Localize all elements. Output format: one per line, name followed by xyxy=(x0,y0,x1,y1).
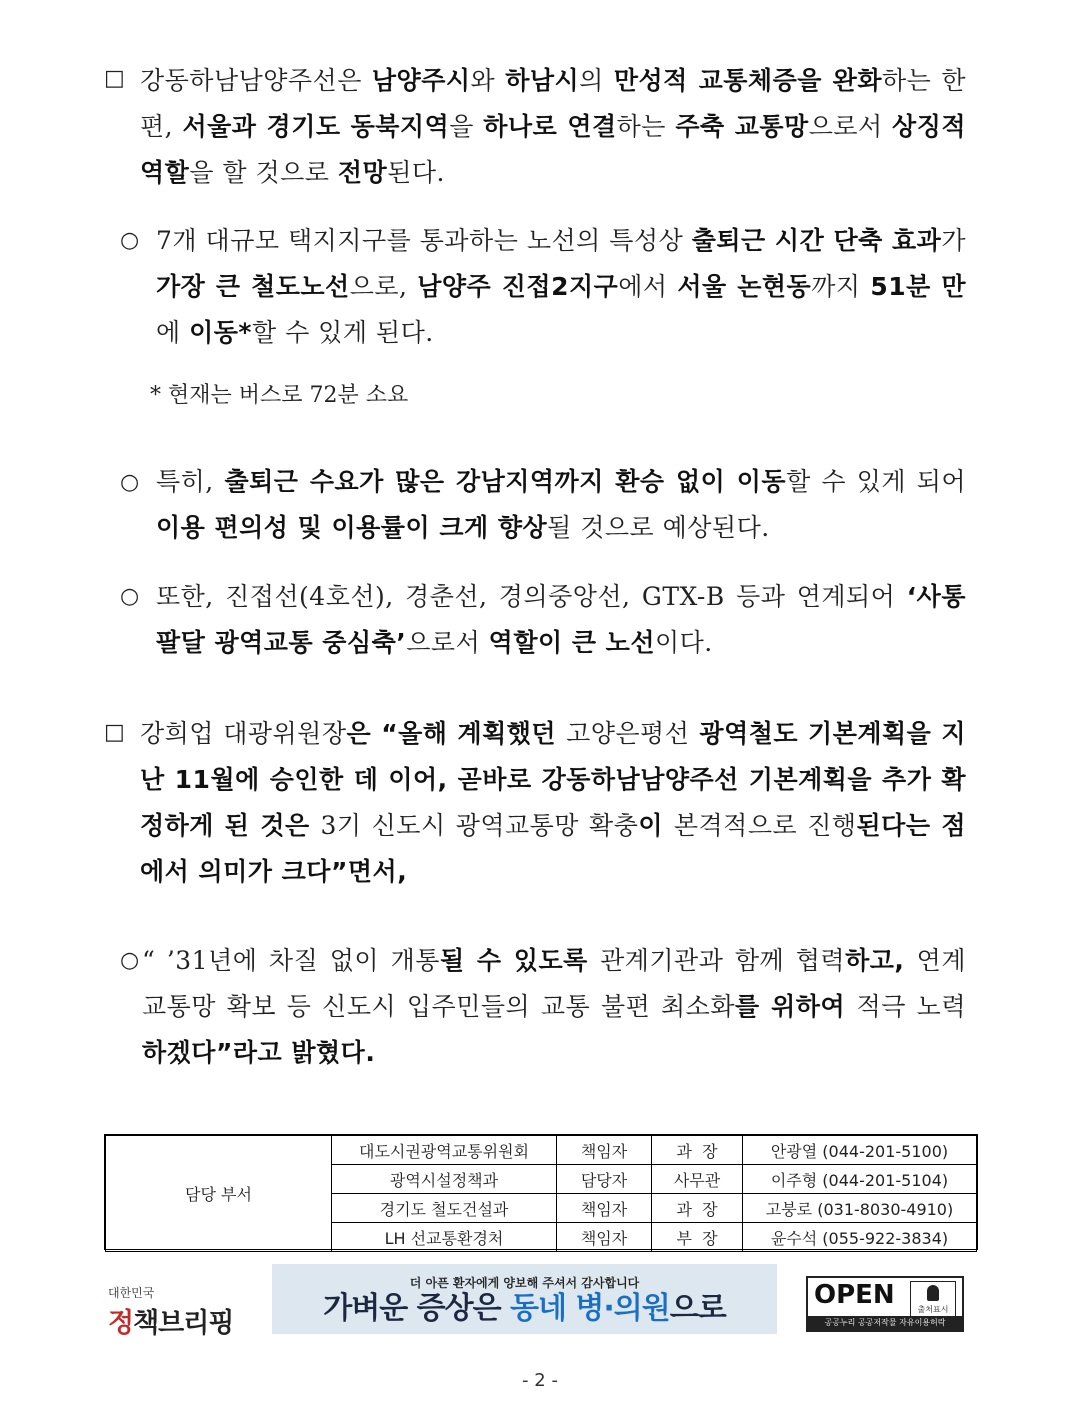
emphasis-text: 상징적 역할 xyxy=(140,112,966,187)
contact-title: 부 장 xyxy=(652,1223,743,1252)
body-text: 으로서 xyxy=(808,112,893,141)
emphasis-text: 이 xyxy=(638,811,674,840)
body-text: 특히, xyxy=(156,467,225,496)
section2-bullet-a xyxy=(142,938,966,1076)
contact-title: 과 장 xyxy=(652,1136,743,1165)
logo-small-text: 대한민국 xyxy=(108,1286,155,1300)
emphasis-text: 하나로 연결 xyxy=(483,112,617,141)
logo-rest: 책브리핑 xyxy=(133,1308,234,1339)
emphasis-text: 서울과 경기도 동북지역 xyxy=(182,112,450,141)
bullet-1a: ○ xyxy=(120,228,140,253)
emphasis-text: 하남시 xyxy=(505,66,580,95)
banner-main-text xyxy=(272,1291,777,1327)
contact-role: 책임자 xyxy=(557,1223,652,1252)
page-number: - 2 - xyxy=(522,1370,558,1391)
body-text: 하는 xyxy=(616,112,676,141)
body-text: 3기 신도시 광역교통망 확충 xyxy=(320,811,639,840)
body-text: 할 수 있게 된다. xyxy=(251,318,434,347)
attribution-icon xyxy=(910,1281,956,1317)
emphasis-text: 광역철도 기본계획을 지난 11월에 승인한 데 이어, 곧바로 강동하남남양주선 기본계획을 추가 확정하게 된 것은 xyxy=(140,719,966,840)
contact-role: 담당자 xyxy=(557,1165,652,1194)
bullet-2a: ○ xyxy=(120,948,140,973)
emphasis-text: 가장 큰 철도노선 xyxy=(156,272,350,301)
body-text: 강동하남남양주선은 xyxy=(140,66,372,95)
logo-text xyxy=(108,1308,233,1339)
body-text: 으로, xyxy=(349,272,418,301)
contact-role: 책임자 xyxy=(557,1136,652,1165)
section2-paragraph xyxy=(140,711,966,895)
body-text: 적극 노력 xyxy=(856,992,966,1021)
emphasis-text: 될 수 있도록 xyxy=(439,946,601,975)
body-text: 으로서 xyxy=(406,628,489,657)
emphasis-text: 하겠다”라고 밝혔다. xyxy=(142,1038,376,1067)
body-text: 와 xyxy=(470,66,506,95)
footer xyxy=(0,1262,1080,1342)
logo-red-char: 정 xyxy=(108,1308,134,1339)
section-marker-1: □ xyxy=(104,66,125,91)
body-text: 관계기관과 함께 협력 xyxy=(600,946,846,975)
body-text: 또한, 진접선(4호선), 경춘선, 경의중앙선, GTX-B 등과 연계되어 xyxy=(156,582,907,611)
emphasis-text: 주축 교통망 xyxy=(675,112,809,141)
contact-person: 이주형 (044-201-5104) xyxy=(743,1165,977,1194)
body-text: “ ’31년에 차질 없이 개통 xyxy=(142,946,440,975)
contact-role: 책임자 xyxy=(557,1194,652,1223)
contact-person: 윤수석 (055-922-3834) xyxy=(743,1223,977,1252)
body-text: 될 것으로 예상된다. xyxy=(547,513,770,542)
body-text: 가 xyxy=(941,226,966,255)
section1-bullet-b xyxy=(156,459,966,551)
attribution-label: 출처표시 xyxy=(917,1305,949,1314)
body-text: 강희업 대광위원장 xyxy=(140,719,347,748)
body-text: 고양은평선 xyxy=(566,719,690,748)
emphasis-text: 51분 만 xyxy=(870,272,967,301)
emphasis-text: 이동* xyxy=(189,318,252,347)
bullet-1b: ○ xyxy=(120,470,140,495)
section1-paragraph xyxy=(140,58,966,196)
contact-person: 안광열 (044-201-5100) xyxy=(743,1136,977,1165)
section-marker-2: □ xyxy=(104,720,125,745)
open-word: OPEN xyxy=(814,1280,895,1310)
emphasis-text: 만성적 교통체증을 완화 xyxy=(613,66,882,95)
section1-bullet-a xyxy=(156,218,966,356)
policy-briefing-logo[interactable] xyxy=(108,1284,233,1340)
banner-main-3: 으로 xyxy=(669,1291,726,1326)
body-text: 에 xyxy=(156,318,190,347)
contact-title: 과 장 xyxy=(652,1194,743,1223)
banner-top-text: 더 아픈 환자에게 양보해 주셔서 감사합니다 xyxy=(409,1276,640,1290)
emphasis-text: 남양주시 xyxy=(371,66,471,95)
banner-main-1: 가벼운 증상은 xyxy=(323,1291,511,1326)
body-text: 까지 xyxy=(811,272,871,301)
emphasis-text: 역할이 큰 노선 xyxy=(488,628,655,657)
contact-table xyxy=(104,1134,978,1250)
body-text: 하는 한편, xyxy=(140,66,966,141)
emphasis-text: 된다는 점에서 의미가 크다”면서, xyxy=(140,811,966,886)
body-text: 연계 교통망 확보 등 신도시 입주민들의 교통 불편 최소화 xyxy=(142,946,966,1021)
emphasis-text: ‘사통팔달 광역교통 중심축’ xyxy=(156,582,966,657)
contact-title: 사무관 xyxy=(652,1165,743,1194)
contact-dept: 경기도 철도건설과 xyxy=(332,1194,557,1223)
emphasis-text: 하고, xyxy=(845,946,917,975)
kogl-open-badge[interactable] xyxy=(806,1276,964,1332)
emphasis-text: 은 “올해 계획했던 xyxy=(346,719,567,748)
contact-dept: LH 선교통환경처 xyxy=(332,1223,557,1252)
person-icon xyxy=(927,1285,939,1301)
emphasis-text: 이용 편의성 및 이용률이 크게 향상 xyxy=(156,513,548,542)
body-text: 된다. xyxy=(387,158,445,187)
body-text: 에서 xyxy=(618,272,678,301)
emphasis-text: 출퇴근 수요가 많은 강남지역까지 환승 없이 이동 xyxy=(224,467,787,496)
contact-dept: 대도시권광역교통위원회 xyxy=(332,1136,557,1165)
body-text: 본격적으로 진행 xyxy=(673,811,857,840)
emphasis-text: 서울 논현동 xyxy=(677,272,812,301)
open-strip: 공공누리 공공저작물 자유이용허락 xyxy=(808,1316,962,1330)
emphasis-text: 출퇴근 시간 단축 효과 xyxy=(691,226,942,255)
body-text: 을 xyxy=(449,112,484,141)
contact-person: 고붕로 (031-8030-4910) xyxy=(743,1194,977,1223)
bullet-1c: ○ xyxy=(120,584,140,609)
campaign-banner[interactable] xyxy=(272,1264,777,1334)
banner-main-2: 동네 병·의원 xyxy=(510,1291,670,1326)
contact-dept: 광역시설정책과 xyxy=(332,1165,557,1194)
section1-bullet-c xyxy=(156,574,966,666)
body-text: 할 수 있게 되어 xyxy=(786,467,966,496)
body-text: 이다. xyxy=(654,628,713,657)
emphasis-text: 남양주 진접2지구 xyxy=(417,272,619,301)
emphasis-text: 를 위하여 xyxy=(734,992,857,1021)
body-text: 7개 대규모 택지지구를 통과하는 노선의 특성상 xyxy=(156,226,692,255)
body-text: 을 할 것으로 xyxy=(189,158,338,187)
body-text: 의 xyxy=(579,66,614,95)
contact-label: 담당 부서 xyxy=(106,1136,332,1252)
footnote: * 현재는 버스로 72분 소요 xyxy=(150,383,409,408)
emphasis-text: 전망 xyxy=(337,158,388,187)
